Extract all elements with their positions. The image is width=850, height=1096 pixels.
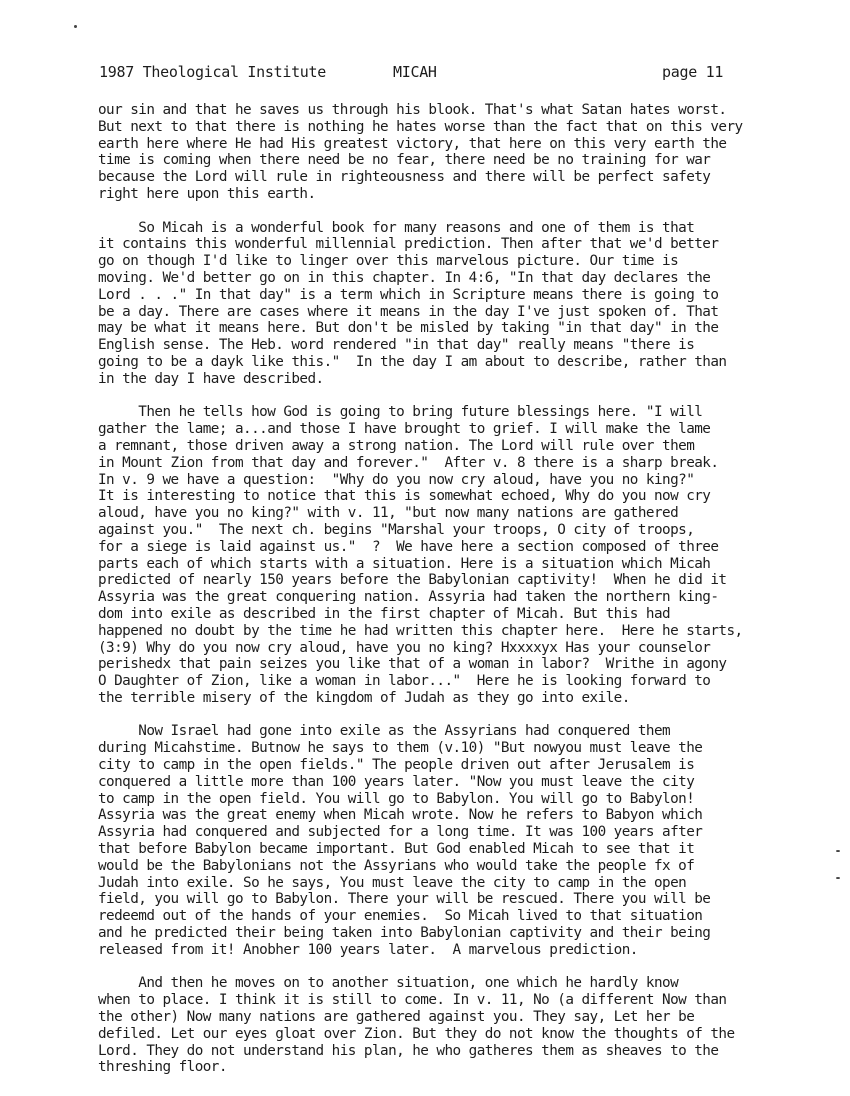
text-line: So Micah is a wonderful book for many reasons and one of them is that bbox=[98, 219, 695, 236]
text-line: for a siege is laid against us." ? We have here a section composed of three bbox=[98, 538, 719, 555]
text-line: Lord . . ." In that day" is a term which in Scripture means there is going to bbox=[98, 286, 719, 303]
text-line: Assyria was the great conquering nation. Assyria had taken the northern king- bbox=[98, 589, 719, 606]
text-line: defiled. Let our eyes gloat over Zion. But they do not know the thoughts of the bbox=[98, 1025, 735, 1042]
text-line: Assyria was the great enemy when Micah wrote. Now he refers to Babyon which bbox=[98, 807, 703, 824]
text-line: It is interesting to notice that this is somewhat echoed, Why do you now cry bbox=[98, 488, 711, 505]
paragraph bbox=[98, 220, 778, 388]
paper-speck bbox=[836, 850, 840, 852]
text-line: may be what it means here. But don't be misled by taking "in that day" in the bbox=[98, 320, 719, 337]
text-line: redeemd out of the hands of your enemies. So Micah lived to that situation bbox=[98, 908, 703, 925]
text-line: would be the Babylonians not the Assyrians who would take the people fx of bbox=[98, 857, 695, 874]
text-line: Assyria had conquered and subjected for a long time. It was 100 years after bbox=[98, 824, 703, 841]
text-line: to camp in the open field. You will go to Babylon. You will go to Babylon! bbox=[98, 790, 695, 807]
text-line: (3:9) Why do you now cry aloud, have you no king? Hxxxxyx Has your counselor bbox=[98, 639, 711, 656]
header-book-title: MICAH bbox=[393, 63, 437, 81]
paragraph bbox=[98, 404, 778, 706]
text-line: the other) Now many nations are gathered against you. They say, Let her be bbox=[98, 1009, 695, 1026]
text-line: a remnant, those driven away a strong nation. The Lord will rule over them bbox=[98, 437, 695, 454]
text-line: during Micahstime. Butnow he says to them (v.10) "But nowyou must leave the bbox=[98, 740, 703, 757]
page-header bbox=[0, 63, 850, 85]
text-line: In v. 9 we have a question: "Why do you now cry aloud, have you no king?" bbox=[98, 471, 695, 488]
text-line: And then he moves on to another situation, one which he hardly know bbox=[98, 975, 679, 992]
paragraph bbox=[98, 723, 778, 958]
text-line: time is coming when there need be no fear, there need be no training for war bbox=[98, 152, 711, 169]
document-body bbox=[98, 102, 778, 1093]
text-line: in the day I have described. bbox=[98, 370, 324, 387]
text-line: because the Lord will rule in righteousness and there will be perfect safety bbox=[98, 169, 711, 186]
text-line: threshing floor. bbox=[98, 1059, 227, 1076]
text-line: earth here where He had His greatest victory, that here on this very earth the bbox=[98, 135, 727, 152]
text-line: it contains this wonderful millennial prediction. Then after that we'd better bbox=[98, 236, 719, 253]
paper-speck bbox=[74, 25, 77, 28]
text-line: our sin and that he saves us through his blook. That's what Satan hates worst. bbox=[98, 102, 727, 118]
text-line: released from it! Anobher 100 years later. A marvelous prediction. bbox=[98, 941, 638, 958]
text-line: happened no doubt by the time he had written this chapter here. Here he starts, bbox=[98, 622, 743, 639]
text-line: Lord. They do not understand his plan, he who gatheres them as sheaves to the bbox=[98, 1042, 719, 1059]
text-line: But next to that there is nothing he hates worse than the fact that on this very bbox=[98, 118, 743, 135]
paragraph bbox=[98, 102, 778, 203]
text-line: go on though I'd like to linger over this marvelous picture. Our time is bbox=[98, 253, 679, 270]
text-line: the terrible misery of the kingdom of Judah as they go into exile. bbox=[98, 689, 630, 706]
text-line: English sense. The Heb. word rendered "in that day" really means "there is bbox=[98, 337, 695, 354]
text-line: that before Babylon became important. But God enabled Micah to see that it bbox=[98, 841, 695, 858]
text-line: Judah into exile. So he says, You must leave the city to camp in the open bbox=[98, 874, 687, 891]
text-line: moving. We'd better go on in this chapter. In 4:6, "In that day declares the bbox=[98, 269, 711, 286]
text-line: O Daughter of Zion, like a woman in labor..." Here he is looking forward to bbox=[98, 673, 711, 690]
header-institute: 1987 Theological Institute bbox=[99, 63, 327, 81]
text-line: when to place. I think it is still to come. In v. 11, No (a different Now than bbox=[98, 992, 727, 1009]
text-line: gather the lame; a...and those I have brought to grief. I will make the lame bbox=[98, 421, 711, 438]
text-line: going to be a dayk like this." In the day I am about to describe, rather than bbox=[98, 353, 727, 370]
text-line: Then he tells how God is going to bring future blessings here. "I will bbox=[98, 404, 703, 421]
text-line: perishedx that pain seizes you like that of a woman in labor? Writhe in agony bbox=[98, 656, 727, 673]
paragraph bbox=[98, 975, 778, 1076]
text-line: be a day. There are cases where it means in the day I've just spoken of. That bbox=[98, 303, 719, 320]
paper-speck bbox=[836, 877, 840, 879]
text-line: against you." The next ch. begins "Marshal your troops, O city of troops, bbox=[98, 521, 695, 538]
text-line: Now Israel had gone into exile as the Assyrians had conquered them bbox=[98, 723, 671, 740]
text-line: field, you will go to Babylon. There your will be rescued. There you will be bbox=[98, 891, 711, 908]
text-line: predicted of nearly 150 years before the Babylonian captivity! When he did it bbox=[98, 572, 727, 589]
text-line: dom into exile as described in the first chapter of Micah. But this had bbox=[98, 605, 671, 622]
text-line: in Mount Zion from that day and forever." After v. 8 there is a sharp break. bbox=[98, 454, 719, 471]
header-page-number: page 11 bbox=[662, 63, 724, 81]
text-line: conquered a little more than 100 years later. "Now you must leave the city bbox=[98, 773, 695, 790]
text-line: aloud, have you no king?" with v. 11, "but now many nations are gathered bbox=[98, 505, 679, 522]
text-line: and he predicted their being taken into Babylonian captivity and their being bbox=[98, 925, 711, 942]
text-line: city to camp in the open fields." The people driven out after Jerusalem is bbox=[98, 757, 695, 774]
text-line: parts each of which starts with a situation. Here is a situation which Micah bbox=[98, 555, 711, 572]
text-line: right here upon this earth. bbox=[98, 185, 316, 202]
